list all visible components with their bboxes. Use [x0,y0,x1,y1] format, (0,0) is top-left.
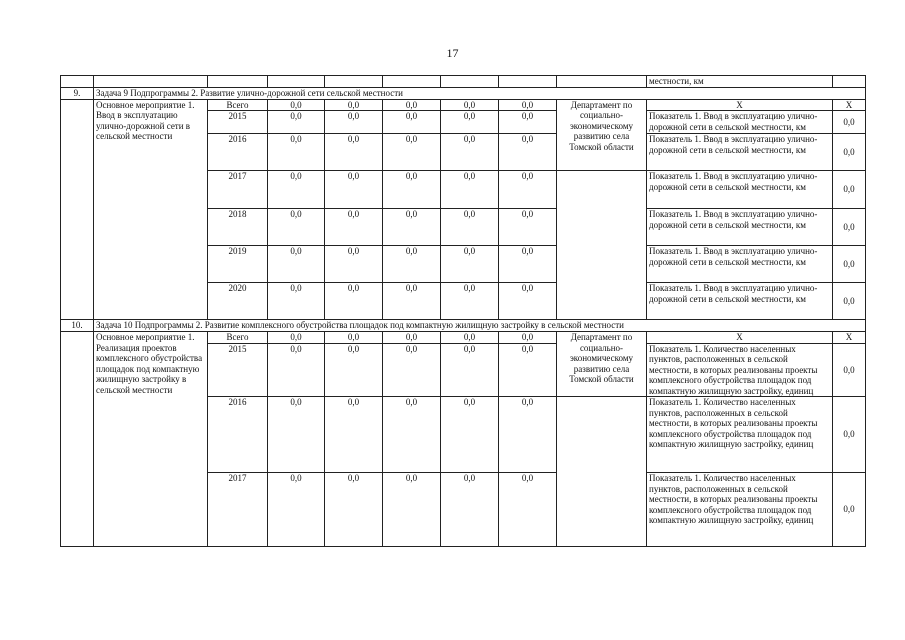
value-cell: 0,0 [383,99,441,111]
value-cell: 0,0 [325,283,383,320]
indicator-cell: Показатель 1. Количество населенных пунктов, расположенных в сельской местности, в которых реализованы проекты комплексного обустройства площадок под компактную жилищную застройку, единиц [647,473,833,547]
value-cell: 0,0 [383,473,441,547]
indicator-cell: Х [647,332,833,344]
indicator-cell: Показатель 1. Ввод в эксплуатацию улично-дорожной сети в сельской местности, км [647,134,833,171]
value-cell: 0,0 [499,283,557,320]
task-title: Задача 10 Подпрограммы 2. Развитие комплексного обустройства площадок под компактную жилищную застройку в сельской местности [94,320,866,332]
section-number: 9. [61,87,94,99]
value-cell: 0,0 [325,209,383,246]
value-cell: 0,0 [499,209,557,246]
task-title: Задача 9 Подпрограммы 2. Развитие улично-дорожной сети сельской местности [94,87,866,99]
task-row [61,87,866,99]
indicator-value: 0,0 [833,397,866,473]
value-cell: 0,0 [441,171,499,209]
value-cell: 0,0 [499,397,557,473]
empty-cell [557,397,647,547]
activity-name: Основное мероприятие 1. Реализация проектов комплексного обустройства площадок под компактную жилищную застройку в сельской местности [94,332,208,547]
value-cell: 0,0 [325,99,383,111]
empty-cell [61,99,94,320]
value-cell: 0,0 [499,473,557,547]
value-cell: 0,0 [441,473,499,547]
indicator-value: Х [833,332,866,344]
year-label: Всего [208,99,268,111]
value-cell: 0,0 [499,332,557,344]
year-label: 2017 [208,171,268,209]
value-cell: 0,0 [441,343,499,397]
total-row [61,99,866,111]
indicator-cell: Показатель 1. Ввод в эксплуатацию улично-дорожной сети в сельской местности, км [647,246,833,283]
value-cell: 0,0 [268,332,325,344]
indicator-cell: Показатель 1. Ввод в эксплуатацию улично-дорожной сети в сельской местности, км [647,209,833,246]
value-cell: 0,0 [441,209,499,246]
year-label: Всего [208,332,268,344]
program-table [60,75,866,547]
indicator-value: 0,0 [833,171,866,209]
value-cell: 0,0 [441,332,499,344]
value-cell: 0,0 [268,111,325,134]
value-cell: 0,0 [441,283,499,320]
value-cell: 0,0 [383,397,441,473]
empty-cell [557,171,647,320]
value-cell: 0,0 [499,111,557,134]
indicator-value: 0,0 [833,111,866,134]
value-cell: 0,0 [268,134,325,171]
value-cell: 0,0 [499,99,557,111]
value-cell: 0,0 [383,111,441,134]
indicator-cell: местности, км [647,76,833,88]
value-cell: 0,0 [441,246,499,283]
section-number: 10. [61,320,94,332]
value-cell: 0,0 [325,343,383,397]
value-cell: 0,0 [268,99,325,111]
indicator-cell: Показатель 1. Ввод в эксплуатацию улично-дорожной сети в сельской местности, км [647,111,833,134]
indicator-cell: Х [647,99,833,111]
value-cell: 0,0 [325,111,383,134]
value-cell: 0,0 [383,171,441,209]
year-label: 2015 [208,111,268,134]
task-row [61,320,866,332]
year-label: 2015 [208,343,268,397]
indicator-cell: Показатель 1. Количество населенных пунктов, расположенных в сельской местности, в которых реализованы проекты комплексного обустройства площадок под компактную жилищную застройку, единиц [647,397,833,473]
value-cell: 0,0 [441,99,499,111]
year-label: 2017 [208,473,268,547]
indicator-value: 0,0 [833,246,866,283]
value-cell: 0,0 [383,134,441,171]
value-cell: 0,0 [268,343,325,397]
indicator-cell: Показатель 1. Ввод в эксплуатацию улично-дорожной сети в сельской местности, км [647,171,833,209]
value-cell: 0,0 [325,332,383,344]
indicator-cell: Показатель 1. Ввод в эксплуатацию улично-дорожной сети в сельской местности, км [647,283,833,320]
value-cell: 0,0 [383,246,441,283]
value-cell: 0,0 [268,209,325,246]
page-number: 17 [446,46,459,60]
value-cell: 0,0 [268,283,325,320]
value-cell: 0,0 [499,134,557,171]
empty-cell [61,332,94,547]
department-name: Департамент по социально-экономическому развитию села Томской области [557,332,647,397]
indicator-value: Х [833,99,866,111]
value-cell: 0,0 [268,171,325,209]
indicator-value: 0,0 [833,209,866,246]
indicator-value: 0,0 [833,134,866,171]
activity-name: Основное мероприятие 1. Ввод в эксплуатацию улично-дорожной сети в сельской местности [94,99,208,320]
value-cell: 0,0 [325,473,383,547]
value-cell: 0,0 [441,134,499,171]
value-cell: 0,0 [325,397,383,473]
indicator-value: 0,0 [833,283,866,320]
value-cell: 0,0 [499,171,557,209]
total-row [61,332,866,344]
value-cell: 0,0 [325,171,383,209]
indicator-value: 0,0 [833,473,866,547]
value-cell: 0,0 [383,343,441,397]
year-label: 2016 [208,397,268,473]
value-cell: 0,0 [383,209,441,246]
value-cell: 0,0 [268,473,325,547]
indicator-value: 0,0 [833,343,866,397]
value-cell: 0,0 [441,111,499,134]
value-cell: 0,0 [268,246,325,283]
value-cell: 0,0 [383,283,441,320]
value-cell: 0,0 [499,246,557,283]
year-label: 2018 [208,209,268,246]
value-cell: 0,0 [383,332,441,344]
year-label: 2020 [208,283,268,320]
value-cell: 0,0 [325,134,383,171]
year-label: 2016 [208,134,268,171]
indicator-cell: Показатель 1. Количество населенных пунктов, расположенных в сельской местности, в которых реализованы проекты комплексного обустройства площадок под компактную жилищную застройку, единиц [647,343,833,397]
department-name: Департамент по социально-экономическому развитию села Томской области [557,99,647,171]
carryover-row [61,76,866,88]
value-cell: 0,0 [268,397,325,473]
value-cell: 0,0 [441,397,499,473]
value-cell: 0,0 [325,246,383,283]
year-label: 2019 [208,246,268,283]
value-cell: 0,0 [499,343,557,397]
